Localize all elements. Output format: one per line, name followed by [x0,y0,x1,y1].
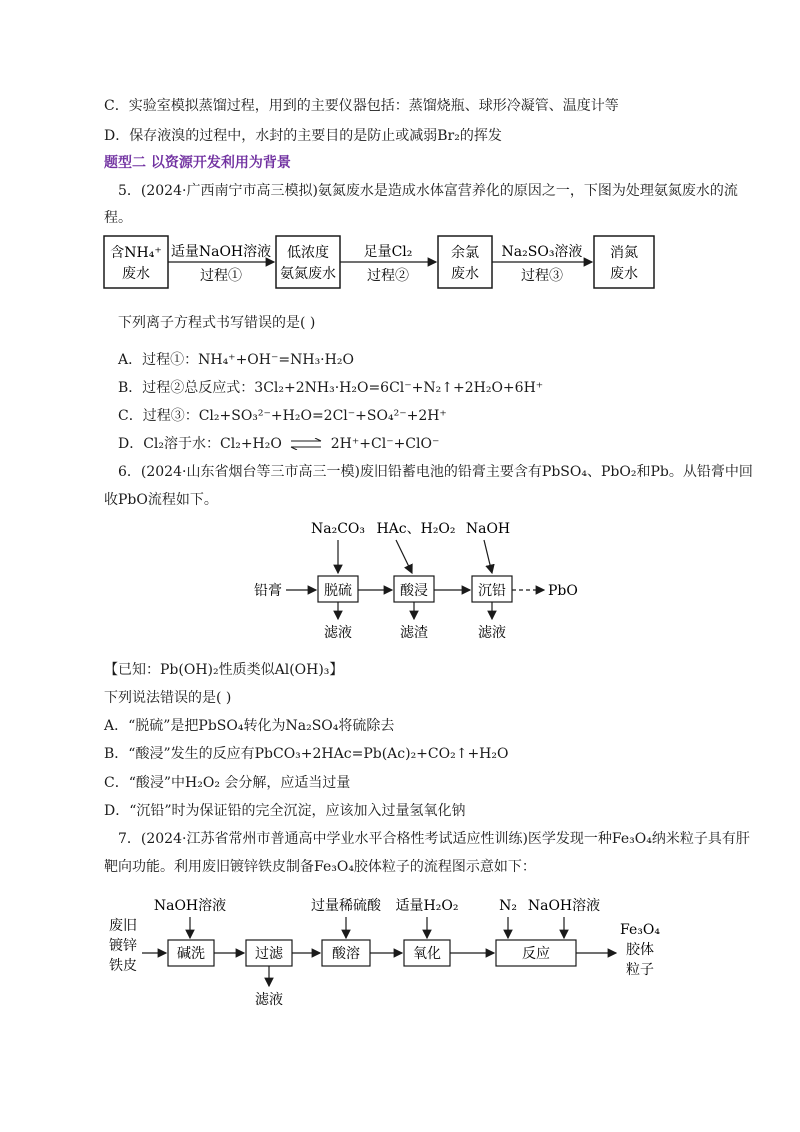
q7-box4-label: 氧化 [413,946,441,962]
q6-input: 铅膏 [254,583,282,599]
q5-arrow1-bottom: 过程① [200,268,242,284]
option-c-previous: C．实验室模拟蒸馏过程，用到的主要仪器包括：蒸馏烧瓶、球形冷凝管、温度计等 [104,98,619,114]
equilibrium-arrow-icon [289,438,323,450]
q5-option-d [118,434,439,454]
q5-box2-line1: 低浓度 [287,245,329,261]
q5-box3-line2: 废水 [451,266,479,282]
q5-box1-line1: 含NH₄⁺ [110,245,162,261]
q6-reagent1: Na₂CO₃ [310,521,366,537]
q7-product-l3: 粒子 [626,962,654,978]
q6-reagent3: NaOH [465,521,511,537]
q7-out: 滤液 [255,992,283,1008]
q5-stem-line2: 程。 [104,210,132,226]
q7-reagent3: 适量H₂O₂ [395,898,459,914]
q5-box4-line1: 消氮 [610,245,638,261]
q7-reagent4a: N₂ [499,898,517,914]
q7-flow-diagram [0,890,800,1020]
q5-flow-diagram [0,230,800,300]
q5-option-c: C．过程③：Cl₂+SO₃²⁻+H₂O=2Cl⁻+SO₄²⁻+2H⁺ [118,408,447,424]
q6-known: 【已知：Pb(OH)₂性质类似Al(OH)₃】 [104,662,344,678]
q6-question: 下列说法错误的是( ) [104,690,232,706]
option-d-previous: D．保存液溴的过程中，水封的主要目的是防止或减弱Br₂的挥发 [104,128,502,144]
q7-box3-label: 酸溶 [332,946,360,962]
q7-product-l2: 胶体 [626,942,654,958]
q7-input-l3: 铁皮 [109,958,137,974]
q7-product-l1: Fe₃O₄ [620,922,660,938]
q5-option-a: A．过程①：NH₄⁺+OH⁻=NH₃·H₂O [118,352,354,368]
q7-stem-line1: 7．(2024·江苏省常州市普通高中学业水平合格性考试适应性训练)医学发现一种Fe₃O₄纳米粒子具有肝 [118,831,750,847]
q7-input-l1: 废旧 [109,918,137,934]
q7-stem-line2: 靶向功能。利用废旧镀锌铁皮制备Fe₃O₄胶体粒子的流程图示意如下： [104,859,536,875]
q7-reagent1: NaOH溶液 [153,898,227,914]
q7-box2-label: 过滤 [255,946,283,962]
q6-option-a: A．“脱硫”是把PbSO₄转化为Na₂SO₄将硫除去 [104,718,395,734]
q5-arrow1-top: 适量NaOH溶液 [170,244,272,260]
q7-reagent4b: NaOH溶液 [527,898,601,914]
q6-reagent2: HAc、H₂O₂ [376,521,456,537]
q6-flow-diagram [0,515,800,645]
q5-question: 下列离子方程式书写错误的是( ) [118,315,316,331]
q5-box4-line2: 废水 [610,266,638,282]
q6-box2-label: 酸浸 [400,583,428,599]
q6-out2: 滤渣 [400,625,428,641]
q6-option-c: C．“酸浸”中H₂O₂ 会分解，应适当过量 [104,775,351,791]
q6-box3-label: 沉铅 [478,583,506,599]
q5-box1-line2: 废水 [122,266,150,282]
q7-reagent2: 过量稀硫酸 [311,898,381,914]
q6-output: PbO [548,583,578,599]
q5-arrow3-top: Na₂SO₃溶液 [501,244,583,260]
q7-input-l2: 镀锌 [109,938,137,954]
q5-option-d-right: 2H⁺+Cl⁻+ClO⁻ [330,436,440,452]
q5-arrow2-top: 足量Cl₂ [363,244,413,260]
q6-stem-line1: 6．(2024·山东省烟台等三市高三一模)废旧铅蓄电池的铅膏主要含有PbSO₄、PbO₂和Pb。从铅膏中回 [118,464,753,480]
q5-box3-line1: 余氯 [451,245,479,261]
q5-arrow2-bottom: 过程② [367,268,409,284]
q7-box5-label: 反应 [522,946,550,962]
q5-arrow3-bottom: 过程③ [521,268,563,284]
q6-option-d: D．“沉铅”时为保证铅的完全沉淀，应该加入过量氢氧化钠 [104,803,466,819]
section-heading: 题型二 以资源开发利用为背景 [104,155,291,171]
q6-option-b: B．“酸浸”发生的反应有PbCO₃+2HAc=Pb(Ac)₂+CO₂↑+H₂O [104,746,509,762]
q5-option-b: B．过程②总反应式：3Cl₂+2NH₃·H₂O=6Cl⁻+N₂↑+2H₂O+6H⁺ [118,380,544,396]
q6-out3: 滤液 [478,625,506,641]
q5-stem-line1: 5．(2024·广西南宁市高三模拟)氨氮废水是造成水体富营养化的原因之一，下图为处理氨氮废水的流 [118,183,738,199]
q7-box1-label: 碱洗 [177,946,205,962]
q5-option-d-left: D．Cl₂溶于水：Cl₂+H₂O [118,436,282,452]
q6-stem-line2: 收PbO流程如下。 [104,492,218,508]
q6-out1: 滤液 [324,625,352,641]
q6-box1-label: 脱硫 [324,583,352,599]
q5-box2-line2: 氨氮废水 [280,266,336,282]
